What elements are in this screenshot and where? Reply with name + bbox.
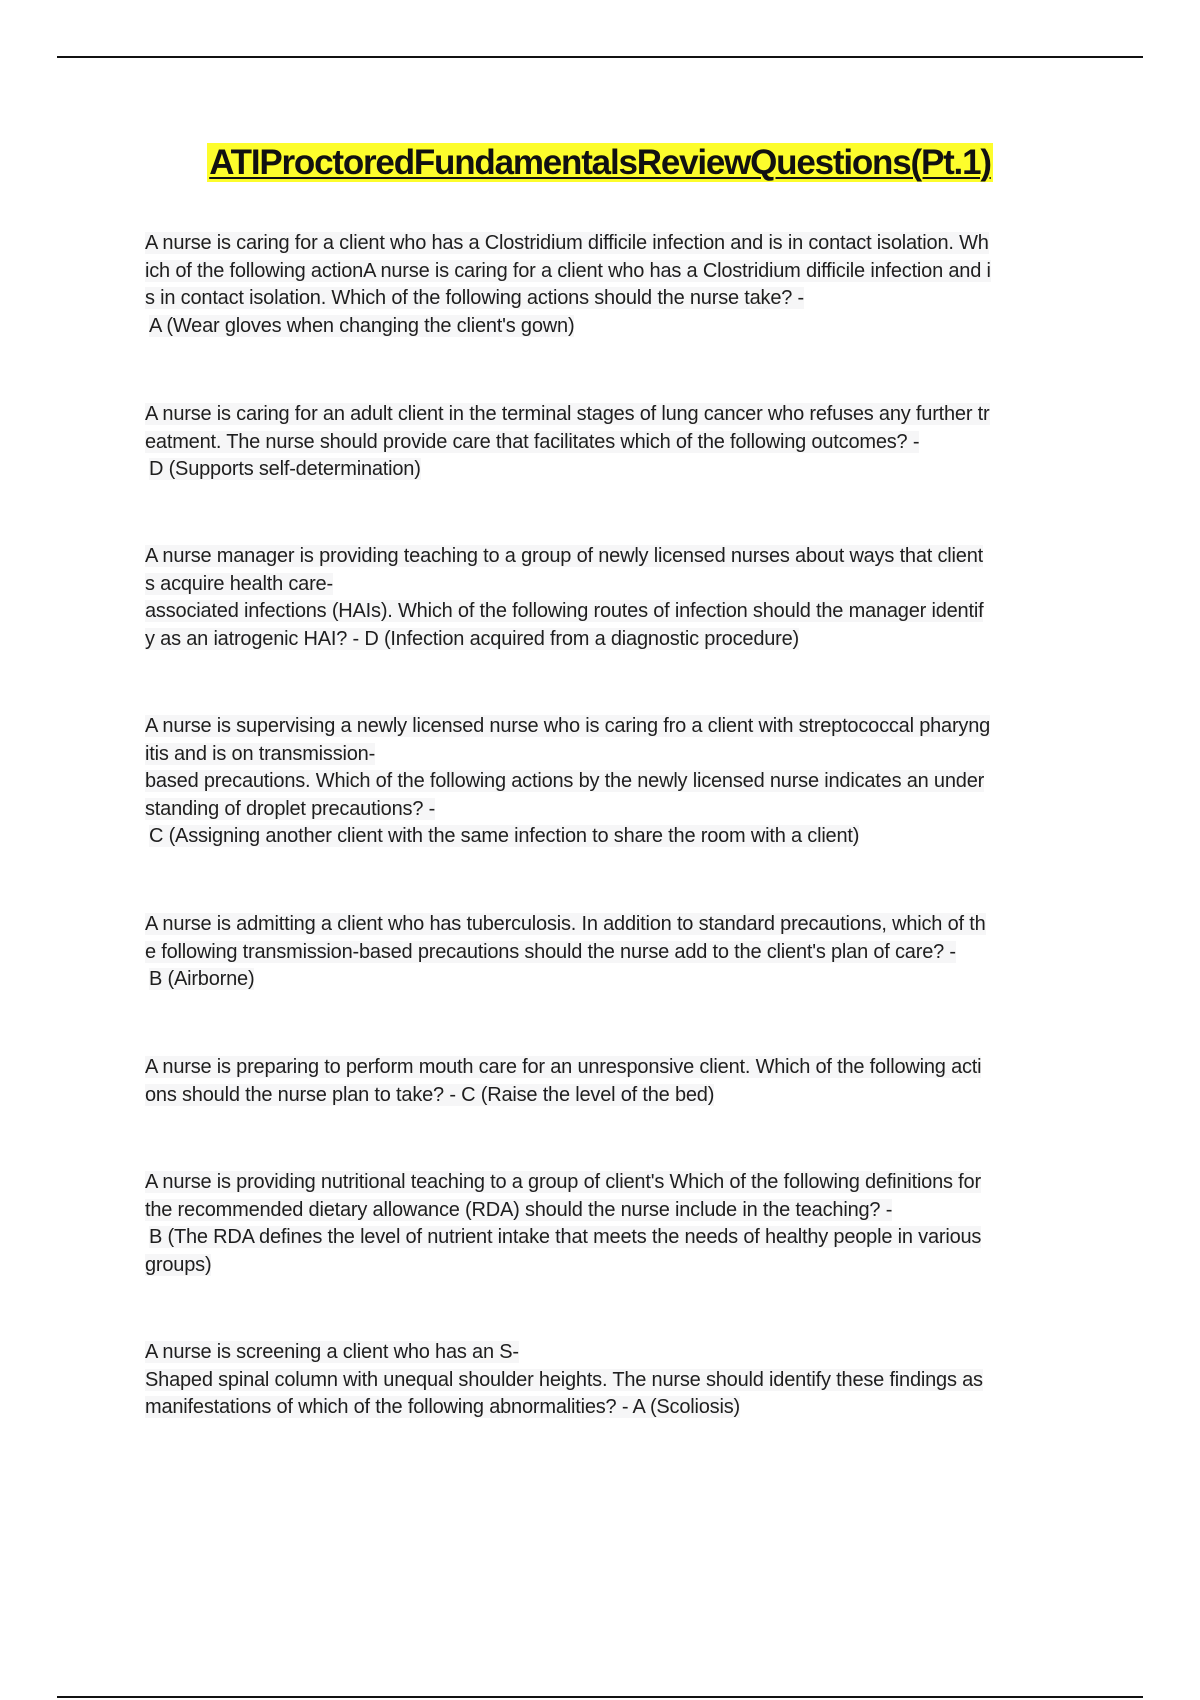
question-line: ons should the nurse plan to take? - C (Raise the level of the bed) — [145, 1083, 715, 1106]
question-line: A nurse is admitting a client who has tuberculosis. In addition to standard precautions, which of th — [145, 913, 986, 935]
answer-line: C (Assigning another client with the same infection to share the room with a client) — [149, 825, 860, 847]
answer-line: A (Wear gloves when changing the client's gown) — [149, 314, 575, 337]
page-bottom-rule — [57, 1696, 1143, 1698]
question-line: s in contact isolation. Which of the following actions should the nurse take? - — [145, 287, 805, 309]
question-line: e following transmission-based precautions should the nurse add to the client's plan of care? - — [145, 940, 956, 963]
question-line: A nurse manager is providing teaching to a group of newly licensed nurses about ways that client — [145, 545, 983, 567]
question-block-2 — [145, 401, 1090, 484]
question-line: A nurse is providing nutritional teaching to a group of client's Which of the following definitions for — [145, 1171, 981, 1193]
answer-line: D (Supports self-determination) — [149, 458, 421, 480]
question-line: A nurse is supervising a newly licensed nurse who is caring fro a client with streptococcal pharyng — [145, 715, 991, 737]
answer-line: B (Airborne) — [149, 968, 255, 990]
question-line: manifestations of which of the following abnormalities? - A (Scoliosis) — [145, 1396, 740, 1418]
question-line: A nurse is screening a client who has an S- — [145, 1341, 519, 1363]
question-line: Shaped spinal column with unequal shoulder heights. The nurse should identify these findings as — [145, 1368, 983, 1391]
page-top-rule — [57, 56, 1143, 58]
question-block-7 — [145, 1169, 1090, 1279]
question-block-4 — [145, 713, 1090, 851]
document-title — [0, 143, 1200, 183]
question-line: associated infections (HAIs). Which of the following routes of infection should the manager identif — [145, 600, 984, 622]
question-line: y as an iatrogenic HAI? - D (Infection acquired from a diagnostic procedure) — [145, 627, 800, 650]
question-line: ich of the following actionA nurse is caring for a client who has a Clostridium difficile infection and i — [145, 259, 991, 282]
question-line: A nurse is caring for a client who has a Clostridium difficile infection and is in contact isolation. Wh — [145, 232, 989, 254]
question-block-1 — [145, 230, 1090, 340]
question-line: standing of droplet precautions? - — [145, 797, 436, 820]
question-line: eatment. The nurse should provide care that facilitates which of the following outcomes? - — [145, 430, 920, 453]
question-block-3 — [145, 543, 1090, 653]
question-line: A nurse is preparing to perform mouth care for an unresponsive client. Which of the following acti — [145, 1056, 982, 1078]
question-line: itis and is on transmission- — [145, 742, 376, 765]
question-line: the recommended dietary allowance (RDA) should the nurse include in the teaching? - — [145, 1198, 893, 1221]
answer-line: B (The RDA defines the level of nutrient intake that meets the needs of healthy people in various — [149, 1226, 982, 1248]
document-title-text: ATIProctoredFundamentalsReviewQuestions(Pt.1) — [209, 143, 991, 182]
question-line: A nurse is caring for an adult client in the terminal stages of lung cancer who refuses any further tr — [145, 403, 990, 425]
question-block-5 — [145, 911, 1090, 994]
question-line: based precautions. Which of the following actions by the newly licensed nurse indicates an under — [145, 770, 985, 792]
question-block-8 — [145, 1339, 1090, 1422]
question-line: s acquire health care- — [145, 572, 333, 595]
question-line: groups) — [145, 1253, 212, 1276]
question-block-6 — [145, 1054, 1090, 1109]
